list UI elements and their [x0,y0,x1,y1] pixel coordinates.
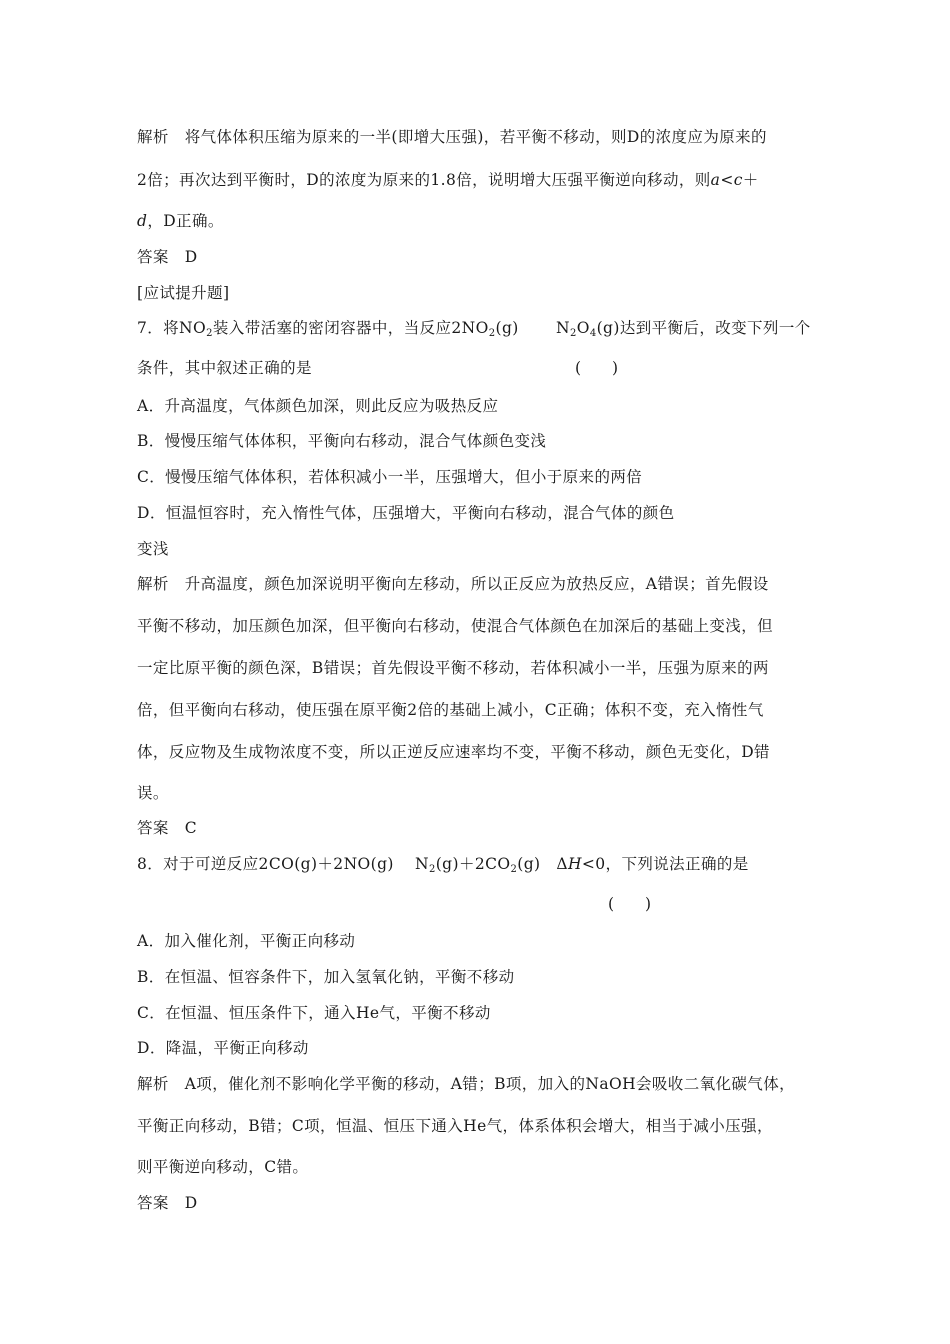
q8-stem-reactants: 8．对于可逆反应2CO(g)＋2NO(g) [137,855,394,873]
q7-option-d-line-1: D．恒温恒容时，充入惰性气体，压强增大，平衡向右移动，混合气体的颜色 [137,504,675,522]
q7-stem-line-2: 条件，其中叙述正确的是 [137,359,312,377]
q8-analysis-line-1: 解析 A项，催化剂不影响化学平衡的移动，A错；B项，加入的NaOH会吸收二氧化碳气体， [137,1075,796,1093]
q7-analysis-line-6: 误。 [137,784,169,802]
q8-analysis-line-3: 则平衡逆向移动，C错。 [137,1158,309,1176]
q8-answer-bracket: ( ) [608,895,652,913]
q7-analysis-line-1: 解析 升高温度，颜色加深说明平衡向左移动，所以正反应为放热反应，A错误；首先假设 [137,575,769,593]
q8-analysis-line-2: 平衡正向移动，B错；C项，恒温、恒压下通入He气，体系体积会增大，相当于减小压强， [137,1117,773,1135]
q6-analysis-line-1: 解析 将气体体积压缩为原来的一半(即增大压强)，若平衡不移动，则D的浓度应为原来的 [137,128,767,146]
q6-analysis-line-3: d，D正确。 [137,212,224,230]
q8-option-c: C．在恒温、恒压条件下，通入He气，平衡不移动 [137,1004,491,1022]
q7-analysis-line-5: 体，反应物及生成物浓度不变，所以正逆反应速率均不变，平衡不移动，颜色无变化，D错 [137,743,770,761]
section-label: [应试提升题] [137,284,230,302]
q7-option-d-line-2: 变浅 [137,540,169,558]
q7-analysis-line-4: 倍，但平衡向右移动，使压强在原平衡2倍的基础上减小，C正确；体积不变，充入惰性气 [137,701,764,719]
q8-option-a: A．加入催化剂，平衡正向移动 [137,932,356,950]
q7-option-a: A．升高温度，气体颜色加深，则此反应为吸热反应 [137,397,499,415]
q7-stem-product: $N_2O_4(g)$达到平衡后，改变下列一个 [556,319,811,339]
q6-answer: 答案 D [137,248,198,266]
q8-stem-products: $N_2(g)+2CO_2(g)$ ΔH<0，下列说法正确的是 [415,855,749,875]
q7-stem-line-1: 7．将$NO_2$装入带活塞的密闭容器中，当反应$2NO_2(g)$ [137,319,519,339]
q7-analysis-line-3: 一定比原平衡的颜色深，B错误；首先假设平衡不移动，若体积减小一半，压强为原来的两 [137,659,769,677]
q7-analysis-line-2: 平衡不移动，加压颜色加深，但平衡向右移动，使混合气体颜色在加深后的基础上变浅，但 [137,617,774,635]
q7-option-b: B．慢慢压缩气体体积，平衡向右移动，混合气体颜色变浅 [137,432,547,450]
q8-answer: 答案 D [137,1194,198,1212]
q7-answer-bracket: ( ) [575,359,619,377]
q6-analysis-line-2: 2倍；再次达到平衡时，D的浓度为原来的1.8倍，说明增大压强平衡逆向移动，则a<c＋ [137,171,759,189]
q7-answer: 答案 C [137,819,197,837]
q8-option-b: B．在恒温、恒容条件下，加入氢氧化钠，平衡不移动 [137,968,515,986]
q7-option-c: C．慢慢压缩气体体积，若体积减小一半，压强增大，但小于原来的两倍 [137,468,643,486]
q8-option-d: D．降温，平衡正向移动 [137,1039,309,1057]
